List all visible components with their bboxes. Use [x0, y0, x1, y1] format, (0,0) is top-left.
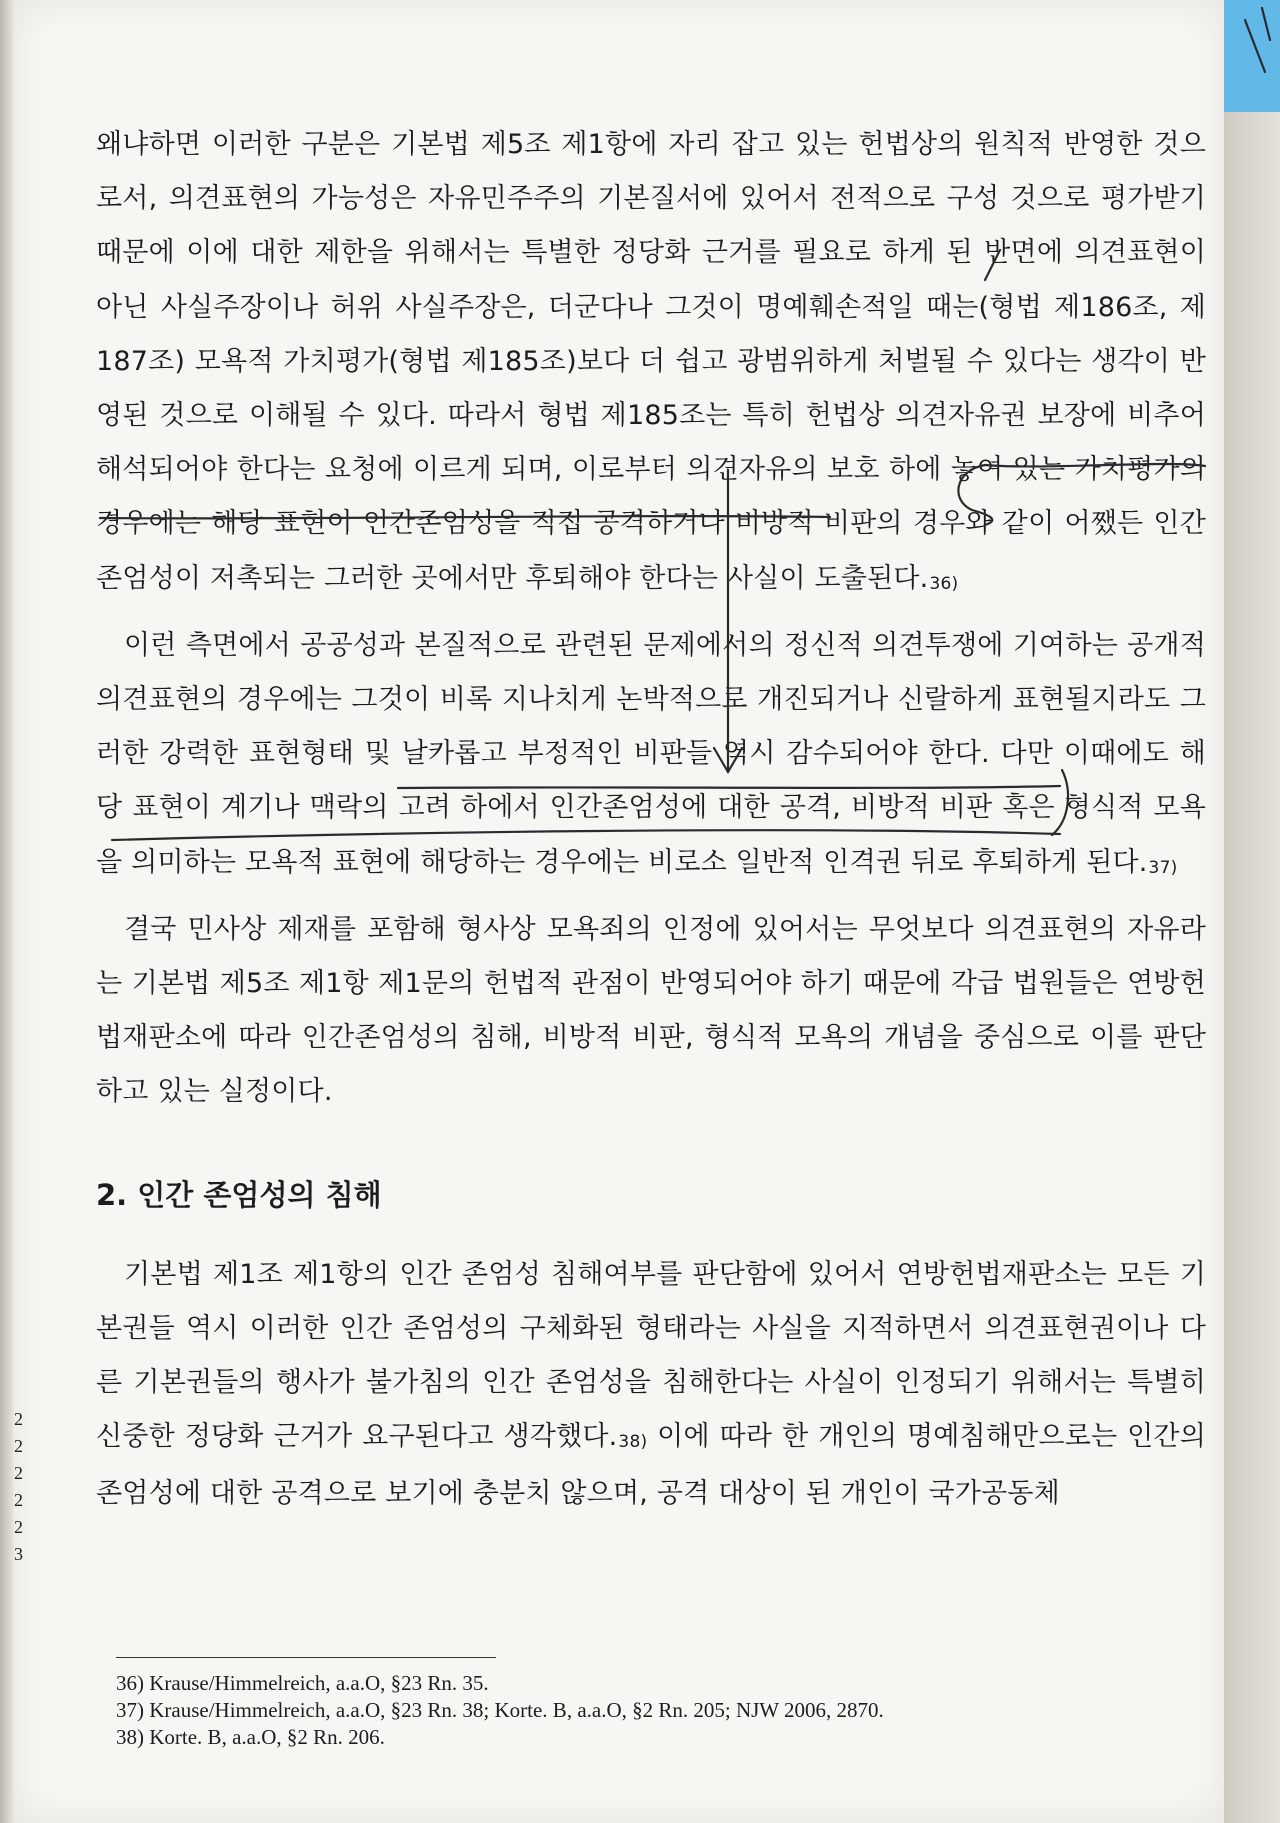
margin-mark: 3 — [14, 1544, 23, 1564]
footnote-ref-36: 36) — [929, 573, 959, 594]
margin-mark: 2 — [14, 1517, 23, 1537]
paragraph-1-text: 왜냐하면 이러한 구분은 기본법 제5조 제1항에 자리 잡고 있는 헌법상의 원칙적 반영한 것으로서, 의견표현의 가능성은 자유민주주의 기본질서에 있어서 전적으로 구성 것으로 평가받기 때문에 이에 대한 제한을 위해서는 특별한 정당화 근거를 필요로 하게 된 반면에 의견표현이 아닌 사실주장이나 허위 사실주장은, 더군다나 그것이 명예훼손적일 때는(형법 제186조, 제187조) 모욕적 가치평가(형법 제185조)보다 더 쉽고 광범위하게 처벌될 수 있다는 생각이 반영된 것으로 이해될 수 있다. 따라서 형법 제185조는 특히 헌법상 의견자유권 보장에 비추어 해석되어야 한다는 요청에 이르게 되며, 이로부터 의견자유의 보호 하에 놓여 있는 가치평가의 경우에는 해당 표현이 인간존엄성을 직접 공격하거나 비방적 비판의 경우와 같이 어쨌든 인간존엄성이 저촉되는 그러한 곳에서만 후퇴해야 한다는 사실이 도출된다. — [96, 129, 1206, 594]
footnote-37: 37) Krause/Himmelreich, a.a.O, §23 Rn. 38; Korte. B, a.a.O, §2 Rn. 205; NJW 2006, 2870. — [116, 1698, 884, 1722]
footnote-divider — [116, 1657, 496, 1658]
paragraph-2 — [96, 619, 1206, 893]
blue-sticky-tab — [1224, 0, 1280, 112]
left-margin-marks — [14, 1406, 23, 1568]
paragraph-4 — [96, 1248, 1206, 1522]
paragraph-3 — [96, 903, 1206, 1120]
section-heading: 2. 인간 존엄성의 침해 — [96, 1177, 382, 1212]
margin-mark: 2 — [14, 1463, 23, 1483]
footnote-ref-37: 37) — [1148, 857, 1178, 878]
margin-mark: 2 — [14, 1436, 23, 1456]
footnote-38: 38) Korte. B, a.a.O, §2 Rn. 206. — [116, 1725, 385, 1749]
paragraph-2-text: 이런 측면에서 공공성과 본질적으로 관련된 문제에서의 정신적 의견투쟁에 기여하는 공개적 의견표현의 경우에는 그것이 비록 지나치게 논박적으로 개진되거나 신랄하게 표현될지라도 그러한 강력한 표현형태 및 날카롭고 부정적인 비판들 역시 감수되어야 한다. 다만 이때에도 해당 표현이 계기나 맥락의 고려 하에서 인간존엄성에 대한 공격, 비방적 비판 혹은 형식적 모욕을 의미하는 모욕적 표현에 해당하는 경우에는 비로소 일반적 인격권 뒤로 후퇴하게 된다. — [96, 629, 1206, 878]
next-page-edge — [1224, 0, 1280, 1823]
paragraph-3-text: 결국 민사상 제재를 포함해 형사상 모욕죄의 인정에 있어서는 무엇보다 의견표현의 자유라는 기본법 제5조 제1항 제1문의 헌법적 관점이 반영되어야 하기 때문에 각급 법원들은 연방헌법재판소에 따라 인간존엄성의 침해, 비방적 비판, 형식적 모욕의 개념을 중심으로 이를 판단하고 있는 실정이다. — [96, 913, 1206, 1108]
footnote-ref-38: 38) — [618, 1432, 648, 1453]
book-spine-shadow — [0, 0, 14, 1823]
footnote-36: 36) Krause/Himmelreich, a.a.O, §23 Rn. 35. — [116, 1671, 489, 1695]
paragraph-1 — [96, 118, 1206, 609]
margin-mark: 2 — [14, 1409, 23, 1429]
body-text — [96, 118, 1206, 1522]
paragraph-4-text: 기본법 제1조 제1항의 인간 존엄성 침해여부를 판단함에 있어서 연방헌법재판소는 모든 기본권들 역시 이러한 인간 존엄성의 구체화된 형태라는 사실을 지적하면서 의견표현권이나 다른 기본권들의 행사가 불가침의 인간 존엄성을 침해한다는 사실이 인정되기 위해서는 특별히 신중한 정당화 근거가 요구된다고 생각했다. — [96, 1258, 1206, 1453]
footnotes — [116, 1670, 1116, 1751]
paragraph-4-tail: 이에 따라 한 개인의 명예침해만으로는 인간의 존엄성에 대한 공격으로 보기에 충분치 않으며, 공격 대상이 된 개인이 국가공동체 — [96, 1421, 1206, 1510]
margin-mark: 2 — [14, 1490, 23, 1510]
